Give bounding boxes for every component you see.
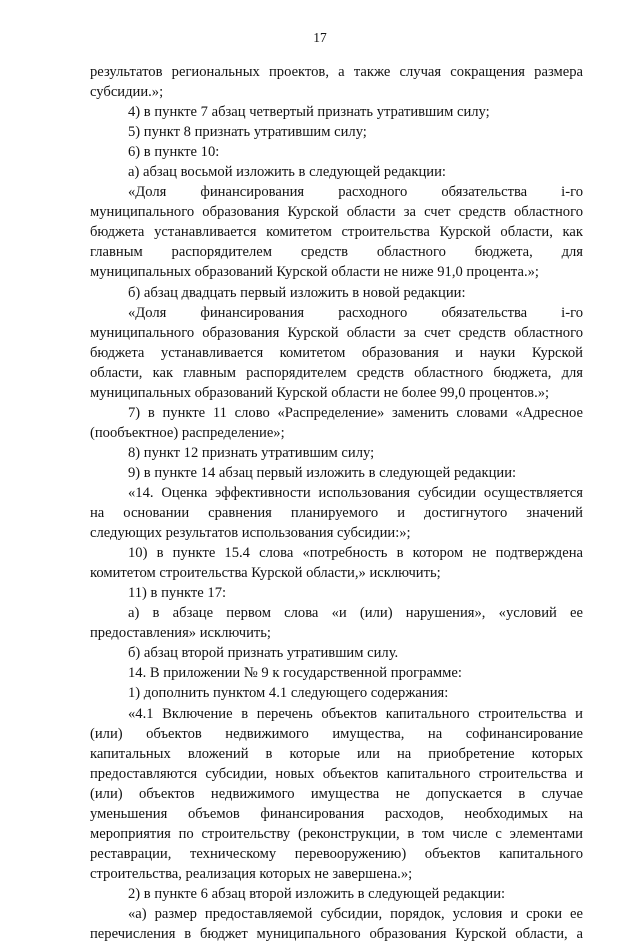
text-line: строительства, реализация которых не завершена.»;: [90, 865, 413, 882]
text-line: 5) пункт 8 признать утратившим силу;: [128, 124, 367, 141]
text-line: 8) пункт 12 признать утратившим силу;: [128, 444, 375, 461]
text-line: «Доля финансирования расходного обязательства i-го: [128, 184, 583, 201]
text-line: 1) дополнить пунктом 4.1 следующего содержания:: [128, 685, 449, 702]
text-line: б) абзац второй признать утратившим силу.: [128, 645, 399, 662]
text-line: муниципальных образований Курской области не ниже 91,0 процента.»;: [90, 264, 539, 281]
text-line: предоставляются субсидии, новых объектов капитального строительства и: [90, 765, 583, 782]
text-line: 2) в пункте 6 абзац второй изложить в следующей редакции:: [128, 885, 506, 902]
text-line: на основании сравнения планируемого и достигнутого значений: [90, 505, 583, 522]
text-line: комитетом строительства Курской области,» исключить;: [90, 565, 441, 582]
text-line: перечисления в бюджет муниципального образования Курской области, а: [90, 926, 583, 943]
text-line: 14. В приложении № 9 к государственной программе:: [128, 665, 462, 682]
text-line: (или) объектов недвижимого имущества, на софинансирование: [90, 725, 583, 742]
text-line: (или) объектов недвижимого имущества не допускается в случае: [90, 785, 583, 802]
text-line: реставрации, техническому перевооружению) объектов капитального: [90, 845, 583, 862]
text-line: «14. Оценка эффективности использования субсидии осуществляется: [128, 484, 583, 501]
text-line: муниципального образования Курской области за счет средств областного: [90, 324, 583, 341]
text-line: уменьшения объемов финансирования расходов, необходимых на: [90, 805, 583, 822]
text-line: мероприятия по строительству (реконструкции, в том числе с элементами: [90, 825, 583, 842]
text-line: предоставления» исключить;: [90, 625, 271, 642]
text-line: 6) в пункте 10:: [128, 144, 220, 161]
text-line: 7) в пункте 11 слово «Распределение» заменить словами «Адресное: [128, 404, 583, 421]
text-line: 9) в пункте 14 абзац первый изложить в следующей редакции:: [128, 464, 517, 481]
text-line: 10) в пункте 15.4 слова «потребность в котором не подтверждена: [128, 545, 583, 562]
text-line: бюджета устанавливается комитетом образования и науки Курской: [90, 344, 583, 361]
text-line: 4) в пункте 7 абзац четвертый признать утратившим силу;: [128, 104, 490, 121]
text-line: субсидии.»;: [90, 84, 164, 101]
text-line: следующих результатов использования субсидии:»;: [90, 525, 411, 542]
text-line: области, как главным распорядителем средств областного бюджета, для: [90, 364, 583, 381]
text-line: бюджета устанавливается комитетом строительства Курской области, как: [90, 224, 583, 241]
text-line: муниципального образования Курской области за счет средств областного: [90, 204, 583, 221]
document-body: [90, 62, 583, 944]
text-line: результатов региональных проектов, а также случая сокращения размера: [90, 64, 583, 80]
text-line: а) абзац восьмой изложить в следующей редакции:: [128, 164, 446, 181]
text-line: главным распорядителем средств областного бюджета, для: [90, 244, 583, 261]
text-line: (пообъектное) распределение»;: [90, 424, 285, 441]
text-line: «Доля финансирования расходного обязательства i-го: [128, 304, 583, 321]
page-number: 17: [313, 30, 327, 45]
text-line: 11) в пункте 17:: [128, 585, 227, 602]
text-line: «а) размер предоставляемой субсидии, порядок, условия и сроки ее: [128, 905, 583, 922]
text-line: б) абзац двадцать первый изложить в новой редакции:: [128, 284, 466, 301]
text-line: а) в абзаце первом слова «и (или) нарушения», «условий ее: [128, 605, 583, 622]
text-line: капитальных вложений в которые или на приобретение которых: [90, 745, 583, 762]
text-line: муниципальных образований Курской области не более 99,0 процентов.»;: [90, 384, 550, 401]
text-line: «4.1 Включение в перечень объектов капитального строительства и: [128, 705, 583, 722]
